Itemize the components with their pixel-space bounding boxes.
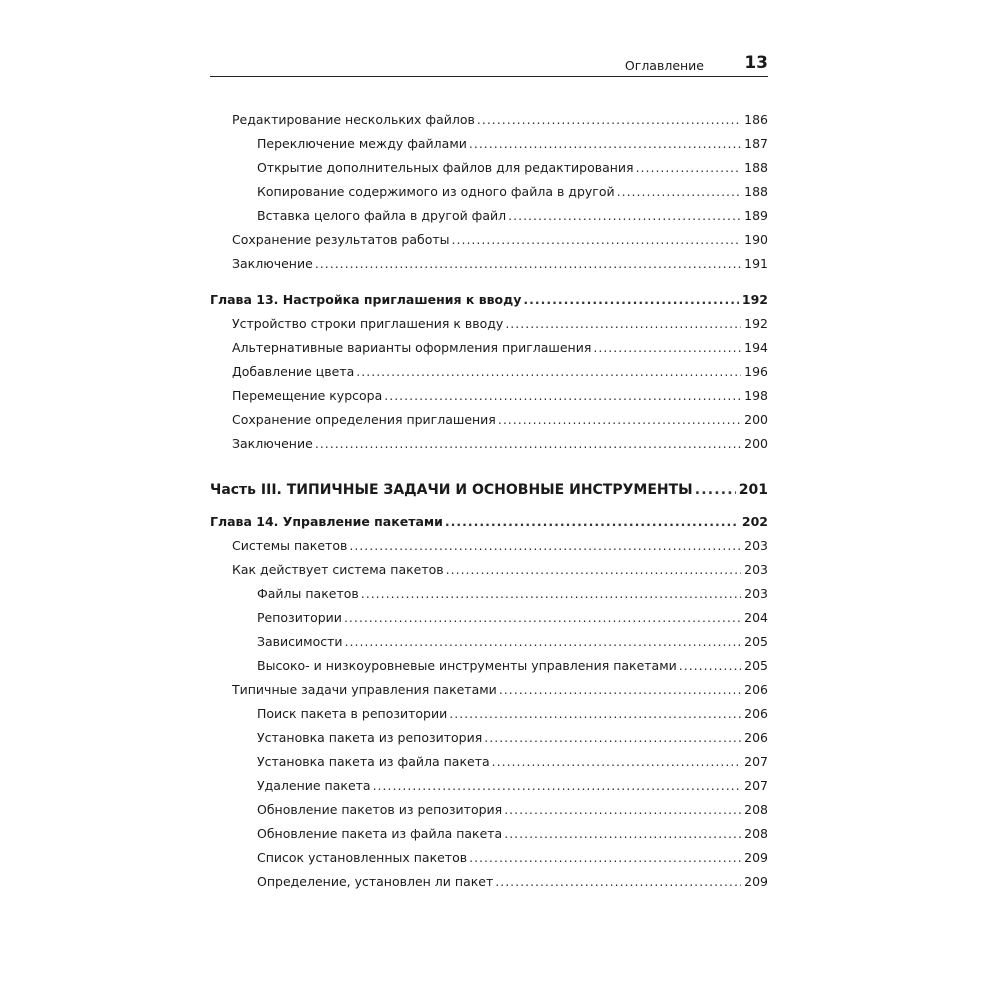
- dot-leader: [499, 682, 741, 697]
- toc-entry: [257, 754, 768, 774]
- toc-entry-title: Файлы пакетов: [257, 586, 359, 601]
- toc-entry: [232, 562, 768, 582]
- toc-entry: [232, 256, 768, 276]
- toc-entry: [232, 232, 768, 252]
- toc-entry-title: Репозитории: [257, 610, 342, 625]
- running-header: [210, 52, 768, 77]
- toc-part-entry: [210, 482, 768, 502]
- toc-entry-title: Вставка целого файла в другой файл: [257, 208, 507, 223]
- toc-entry-page: 187: [744, 136, 768, 151]
- toc-entry-page: 203: [744, 562, 768, 577]
- toc-entry-page: 205: [744, 634, 768, 649]
- toc-entry: [232, 364, 768, 384]
- toc-entry-title: Обновление пакета из файла пакета: [257, 826, 503, 841]
- dot-leader: [695, 482, 736, 498]
- toc-entry: [257, 802, 768, 822]
- dot-leader: [469, 850, 741, 865]
- toc-entry: [232, 388, 768, 408]
- dot-leader: [445, 514, 739, 529]
- toc-entry-title: Типичные задачи управления пакетами: [232, 682, 497, 697]
- toc-entry-title: Копирование содержимого из одного файла в другой: [257, 184, 615, 199]
- toc-entry: [257, 184, 768, 204]
- toc-entry-title: Системы пакетов: [232, 538, 348, 553]
- toc-entry-page: 200: [744, 412, 768, 427]
- dot-leader: [345, 634, 742, 649]
- dot-leader: [315, 436, 741, 451]
- dot-leader: [477, 112, 741, 127]
- toc-entry: [257, 730, 768, 750]
- toc-entry-title: Высоко- и низкоуровневые инструменты управления пакетами: [257, 658, 677, 673]
- dot-leader: [356, 364, 741, 379]
- toc-entry-title: Список установленных пакетов: [257, 850, 468, 865]
- toc-entry: [232, 340, 768, 360]
- toc-entry-page: 203: [744, 586, 768, 601]
- toc-chapter-entry: [210, 514, 768, 534]
- toc-entry-title: Добавление цвета: [232, 364, 355, 379]
- dot-leader: [344, 610, 741, 625]
- toc-entry-title: Заключение: [232, 256, 313, 271]
- toc-entry-page: 202: [741, 514, 768, 529]
- toc-entry: [257, 874, 768, 894]
- dot-leader: [492, 754, 741, 769]
- dot-leader: [504, 826, 741, 841]
- toc-entry-title: Поиск пакета в репозитории: [257, 706, 448, 721]
- dot-leader: [498, 412, 741, 427]
- toc-entry-page: 206: [744, 682, 768, 697]
- toc-entry-page: 207: [744, 754, 768, 769]
- toc-entry-title: Перемещение курсора: [232, 388, 383, 403]
- toc-entry: [257, 208, 768, 228]
- toc-entry-page: 188: [744, 184, 768, 199]
- dot-leader: [449, 706, 741, 721]
- toc-chapter-entry: [210, 292, 768, 312]
- dot-leader: [505, 316, 741, 331]
- dot-leader: [495, 874, 741, 889]
- toc-entry: [257, 586, 768, 606]
- toc-entry-title: Обновление пакетов из репозитория: [257, 802, 503, 817]
- toc-entry: [257, 634, 768, 654]
- toc-entry: [232, 538, 768, 558]
- toc-entry: [232, 112, 768, 132]
- dot-leader: [593, 340, 741, 355]
- toc-entry-page: 196: [744, 364, 768, 379]
- toc-entry-page: 189: [744, 208, 768, 223]
- toc-entry: [232, 412, 768, 432]
- toc-entry-title: Установка пакета из репозитория: [257, 730, 483, 745]
- dot-leader: [315, 256, 741, 271]
- toc-entry: [257, 160, 768, 180]
- toc-entry-title: Редактирование нескольких файлов: [232, 112, 475, 127]
- toc-entry-page: 208: [744, 826, 768, 841]
- toc-entry: [257, 706, 768, 726]
- toc-entry-title: Как действует система пакетов: [232, 562, 444, 577]
- toc-entry-page: 194: [744, 340, 768, 355]
- dot-leader: [679, 658, 741, 673]
- toc-entry: [232, 316, 768, 336]
- dot-leader: [523, 292, 739, 307]
- toc-entry-page: 209: [744, 874, 768, 889]
- toc-entry-title: Заключение: [232, 436, 313, 451]
- toc-entry-page: 200: [744, 436, 768, 451]
- toc-entry-page: 204: [744, 610, 768, 625]
- dot-leader: [617, 184, 742, 199]
- toc-entry-page: 209: [744, 850, 768, 865]
- toc-entry-page: 206: [744, 706, 768, 721]
- dot-leader: [636, 160, 742, 175]
- toc-entry: [257, 826, 768, 846]
- header-title: Оглавление: [624, 58, 704, 73]
- toc-entry-page: 192: [741, 292, 768, 307]
- header-page-number: 13: [744, 53, 768, 73]
- toc-entry: [257, 610, 768, 630]
- toc-entry-page: 201: [738, 482, 768, 498]
- toc-entry-title: Глава 14. Управление пакетами: [210, 514, 443, 529]
- dot-leader: [361, 586, 741, 601]
- toc-entry-title: Установка пакета из файла пакета: [257, 754, 490, 769]
- dot-leader: [452, 232, 742, 247]
- toc-entry-page: 190: [744, 232, 768, 247]
- dot-leader: [446, 562, 741, 577]
- toc-entry-title: Часть III. ТИПИЧНЫЕ ЗАДАЧИ И ОСНОВНЫЕ ИНСТРУМЕНТЫ: [210, 482, 693, 498]
- toc-entry-page: 188: [744, 160, 768, 175]
- dot-leader: [384, 388, 741, 403]
- toc-entry-page: 208: [744, 802, 768, 817]
- dot-leader: [484, 730, 741, 745]
- toc-entry-title: Альтернативные варианты оформления приглашения: [232, 340, 592, 355]
- toc-entry: [257, 658, 768, 678]
- toc-entry-title: Устройство строки приглашения к вводу: [232, 316, 504, 331]
- dot-leader: [504, 802, 741, 817]
- toc-entry-title: Сохранение результатов работы: [232, 232, 450, 247]
- toc-entry-page: 191: [744, 256, 768, 271]
- toc-entry-page: 205: [744, 658, 768, 673]
- dot-leader: [349, 538, 741, 553]
- dot-leader: [508, 208, 741, 223]
- dot-leader: [373, 778, 742, 793]
- toc-entry: [257, 136, 768, 156]
- toc-entry-page: 186: [744, 112, 768, 127]
- toc-entry-title: Определение, установлен ли пакет: [257, 874, 494, 889]
- toc-entry: [232, 682, 768, 702]
- toc-entry-title: Глава 13. Настройка приглашения к вводу: [210, 292, 522, 307]
- toc-entry-title: Сохранение определения приглашения: [232, 412, 496, 427]
- toc-entry: [232, 436, 768, 456]
- toc-entry-title: Переключение между файлами: [257, 136, 467, 151]
- toc-entry-page: 192: [744, 316, 768, 331]
- toc-entry-title: Зависимости: [257, 634, 343, 649]
- toc-entry-title: Удаление пакета: [257, 778, 371, 793]
- toc-entry-page: 207: [744, 778, 768, 793]
- toc-entry: [257, 778, 768, 798]
- toc-entry-title: Открытие дополнительных файлов для редактирования: [257, 160, 634, 175]
- dot-leader: [469, 136, 741, 151]
- toc-entry: [257, 850, 768, 870]
- toc-entry-page: 203: [744, 538, 768, 553]
- toc-entry-page: 206: [744, 730, 768, 745]
- toc-entry-page: 198: [744, 388, 768, 403]
